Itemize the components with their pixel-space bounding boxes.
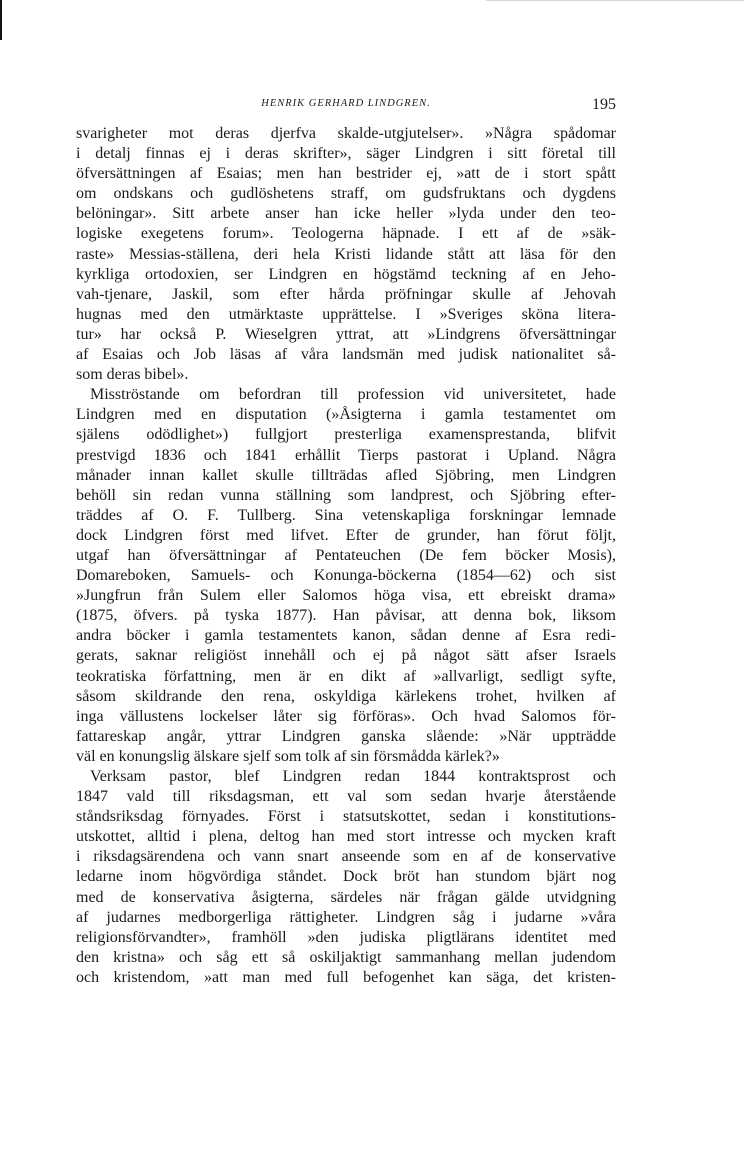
text-line: Misströstande om befordran till profession vid universitetet, hade: [90, 386, 616, 404]
text-line: prestvigd 1836 och 1841 erhållit Tierps pastorat i Upland. Några: [76, 446, 616, 464]
text-line: behöll sin redan vunna ställning som landprest, och Sjöbring efter-: [76, 486, 616, 504]
text-line: om ondskans och gudlöshetens straff, om gudsfruktans och dygdens: [76, 185, 616, 203]
text-line: och kristendom, »att man med full befogenhet kan säga, det kristen-: [76, 968, 616, 986]
text-line: logiske exegetens forum». Teologerna häpnade. I ett af de »säk-: [76, 225, 616, 243]
running-head: HENRIK GERHARD LINDGREN.: [261, 98, 431, 109]
text-line: i detalj finnas ej i deras skrifter», säger Lindgren i sitt företal till: [76, 145, 616, 163]
text-line: fattareskap angår, yttrar Lindgren ganska slående: »När uppträdde: [76, 727, 616, 745]
text-line: utskottet, alltid i plena, deltog han med stort intresse och mycken kraft: [76, 828, 616, 846]
text-line: Lindgren med en disputation (»Åsigterna i gamla testamentet om: [76, 406, 616, 424]
scan-edge-mark: [0, 0, 2, 40]
text-line: Verksam pastor, blef Lindgren redan 1844 kontraktsprost och: [90, 768, 616, 785]
text-line: vah-tjenare, Jaskil, som efter hårda pröfningar skulle af Jehovah: [76, 285, 616, 303]
text-line: såsom skildrande den rena, oskyldiga kärlekens trohet, hvilken af: [76, 687, 616, 705]
text-line: öfversättningen af Esaias; men han bestrider ej, »att de i stort spått: [76, 165, 616, 183]
text-line: dock Lindgren först med lifvet. Efter de grunder, han förut följt,: [76, 526, 616, 544]
text-line: själens odödlighet») fullgjort presterliga examensprestanda, blifvit: [76, 426, 616, 444]
text-line: inga vällustens lockelser låter sig förföras». Och hvad Salomos för-: [76, 707, 616, 725]
body-text: [76, 124, 616, 988]
text-line: väl en konungslig älskare sjelf som tolk af sin försmådda kärlek?»: [76, 747, 500, 765]
text-line: 1847 vald till riksdagsman, ett val som sedan hvarje återstående: [76, 788, 616, 806]
text-line: (1875, öfvers. på tyska 1877). Han påvisar, att denna bok, liksom: [76, 607, 616, 625]
text-line: hugnas med den utmärktaste upprättelse. I »Sveriges sköna litera-: [76, 305, 616, 323]
text-line: i riksdagsärendena och vann snart anseende som en af de konservative: [76, 848, 616, 866]
text-line: som deras bibel».: [76, 366, 189, 384]
page-header: [76, 96, 616, 116]
text-line: gerats, saknar religiöst innehåll och ej på något sätt afser Israels: [76, 647, 616, 665]
text-line: teokratiska författning, men är en dikt af »allvarligt, sedligt syfte,: [76, 667, 616, 685]
text-line: andra böcker i gamla testamentets kanon, sådan denne af Esra redi-: [76, 627, 616, 645]
text-line: belöningar». Sitt arbete anser han icke heller »lyda under den teo-: [76, 205, 616, 223]
text-line: med de konservativa åsigterna, särdeles när frågan gälde utvidgning: [76, 888, 616, 906]
text-line: Domareboken, Samuels- och Konunga-böckerna (1854—62) och sist: [76, 567, 616, 585]
text-line: månader innan kallet skulle tillträdas afled Sjöbring, men Lindgren: [76, 466, 616, 484]
text-line: ledarne inom högvördiga ståndet. Dock bröt han stundom bjärt nog: [76, 868, 616, 886]
text-line: ståndsriksdag förnyades. Först i statsutskottet, sedan i konstitutions-: [76, 808, 616, 826]
text-line: svarigheter mot deras djerfva skalde-utgjutelser». »Några spådomar: [76, 125, 616, 142]
page-number: 195: [592, 96, 616, 113]
scan-top-rule: [486, 0, 744, 1]
text-line: af judarnes medborgerliga rättigheter. Lindgren såg i judarne »våra: [76, 908, 616, 926]
text-line: utgaf han öfversättningar af Pentateuchen (De fem böcker Mosis),: [76, 546, 616, 564]
text-line: tur» har också P. Wieselgren yttrat, att »Lindgrens öfversättningar: [76, 325, 616, 343]
text-line: religionsförvandter», framhöll »den judiska pligtlärans identitet med: [76, 928, 616, 946]
text-line: raste» Messias-ställena, deri hela Kristi lidande stått att läsa för den: [76, 245, 616, 263]
text-line: af Esaias och Job läsas af våra landsmän med judisk nationalitet så-: [76, 346, 616, 364]
text-line: den kristna» och såg ett så oskiljaktigt sammanhang mellan judendom: [76, 948, 616, 966]
text-line: kyrkliga ortodoxien, ser Lindgren en högstämd teckning af en Jeho-: [76, 265, 616, 283]
text-line: träddes af O. F. Tullberg. Sina vetenskapliga forskningar lemnade: [76, 506, 616, 524]
text-line: »Jungfrun från Sulem eller Salomos höga visa, ett ebreiskt drama»: [76, 587, 616, 605]
